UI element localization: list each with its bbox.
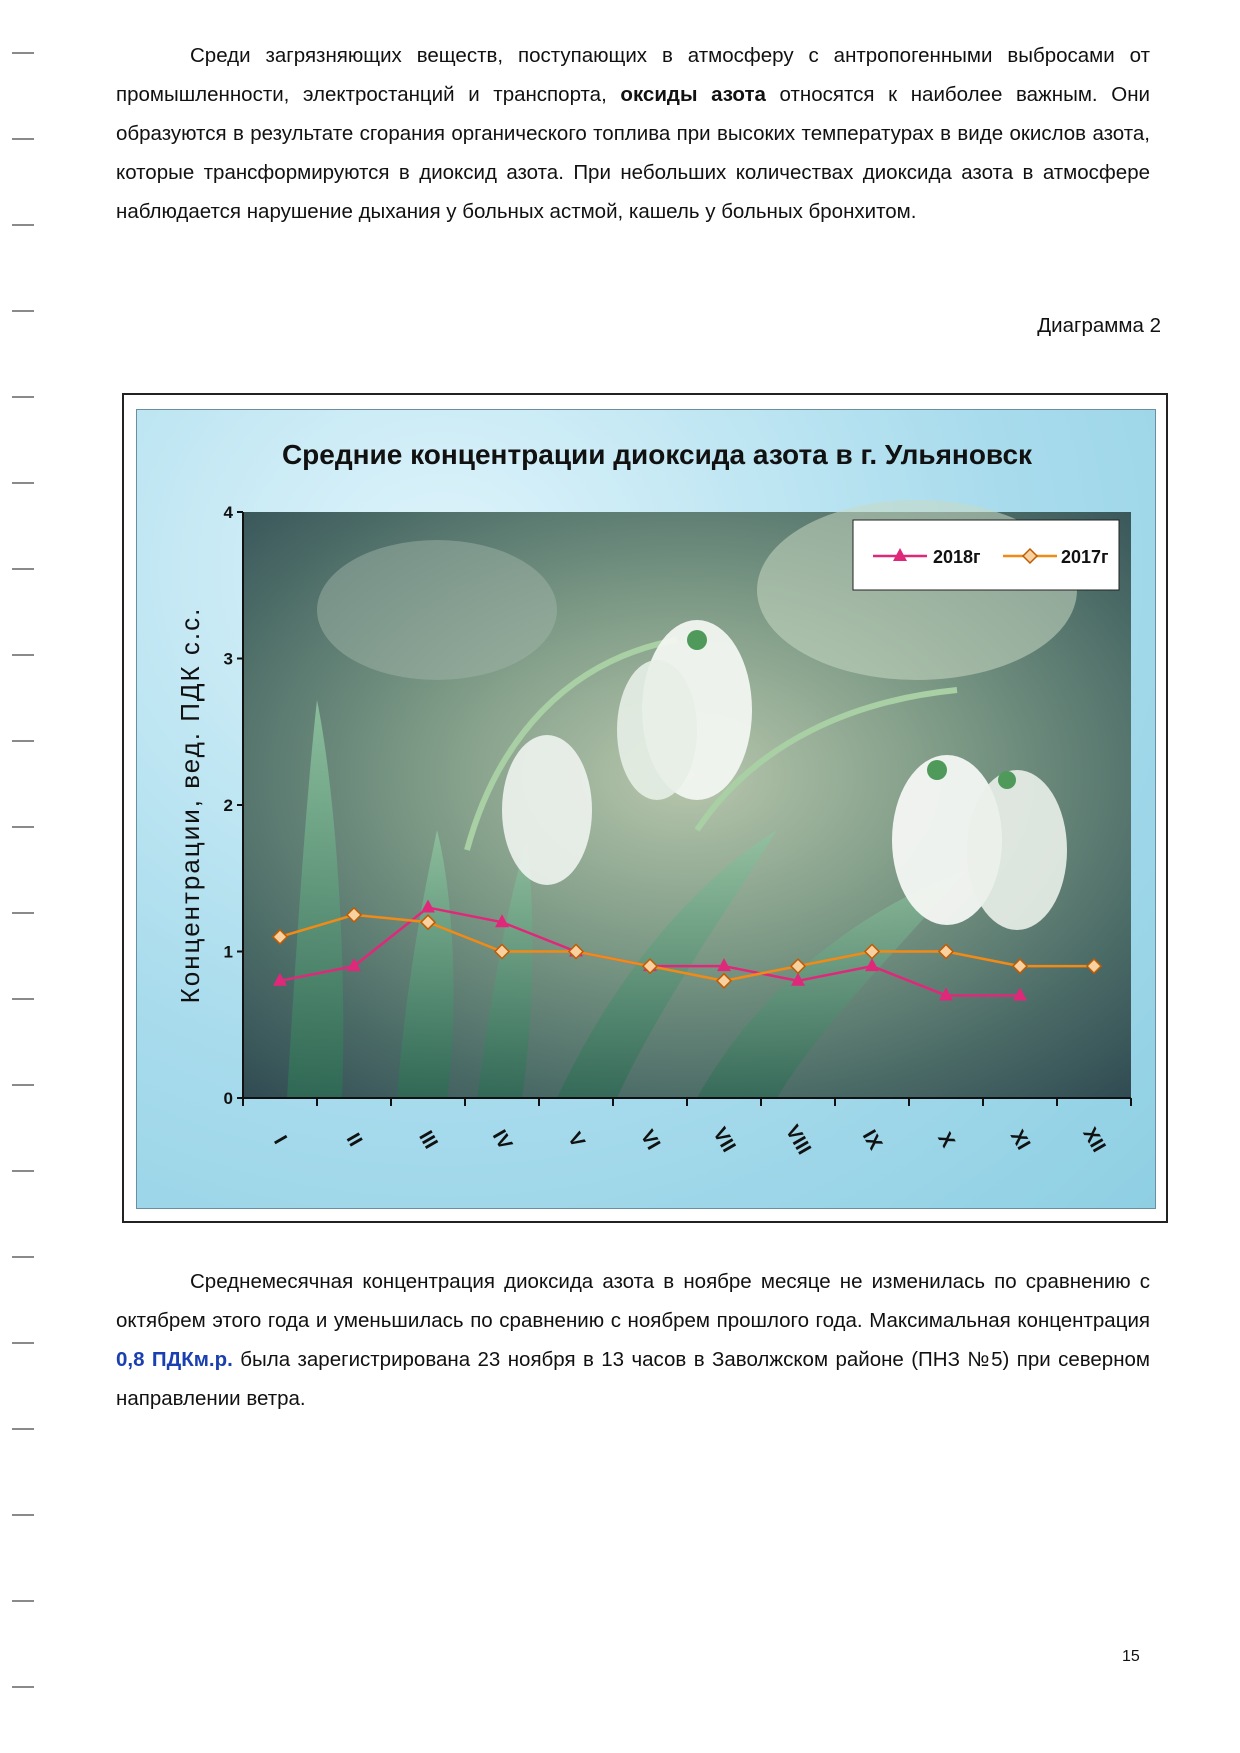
x-tick-label: II <box>341 1129 367 1151</box>
summary-text-start: Среднемесячная концентрация диоксида азота в ноябре месяце не изменилась по сравнению с октябрем этого года и уменьшилась по сравнению с ноябрем прошлого года. Максимальная концентрация <box>116 1270 1150 1332</box>
x-tick-label: VII <box>708 1123 740 1157</box>
margin-mark <box>12 1514 34 1516</box>
margin-mark <box>12 1256 34 1258</box>
x-tick-label: I <box>269 1132 291 1148</box>
intro-paragraph <box>116 36 1150 231</box>
diagram-label: Диаграмма 2 <box>1037 314 1161 337</box>
margin-mark <box>12 826 34 828</box>
margin-mark <box>12 568 34 570</box>
x-tick-label: IX <box>857 1126 887 1154</box>
chart-legend <box>853 520 1119 590</box>
margin-mark <box>12 224 34 226</box>
margin-mark <box>12 52 34 54</box>
x-tick-label: VI <box>635 1126 665 1154</box>
intro-text-start: Среди загрязняющих веществ, поступающих в атмосферу с антропогенными выбросами от промышленности, электростанций и транспорта, <box>116 44 1150 106</box>
x-tick-label: X <box>933 1128 959 1152</box>
y-tick-label: 1 <box>223 942 233 962</box>
margin-mark <box>12 912 34 914</box>
intro-bold-term: оксиды азота <box>620 83 766 106</box>
margin-mark <box>12 310 34 312</box>
y-tick-label: 0 <box>223 1089 233 1108</box>
y-tick-label: 4 <box>223 503 233 522</box>
legend-2017-label: 2017г <box>1061 547 1109 567</box>
margin-mark <box>12 1428 34 1430</box>
page-number: 15 <box>1122 1648 1140 1665</box>
margin-mark <box>12 1686 34 1688</box>
x-tick-label: XI <box>1005 1126 1035 1154</box>
x-tick-label: IV <box>487 1126 517 1154</box>
margin-mark <box>12 138 34 140</box>
margin-mark <box>12 654 34 656</box>
legend-2018-label: 2018г <box>933 547 981 567</box>
summary-text-end: была зарегистрирована 23 ноября в 13 часов в Заволжском районе (ПНЗ №5) при северном направлении ветра. <box>116 1348 1151 1410</box>
margin-mark <box>12 396 34 398</box>
chart-area <box>136 409 1156 1209</box>
chart-frame <box>122 393 1168 1223</box>
margin-mark <box>12 1170 34 1172</box>
chart-title: Средние концентрации диоксида азота в г. Ульяновск <box>281 439 1033 470</box>
y-axis-label: Концентрации, вед. ПДК с.с. <box>175 606 205 1004</box>
intro-text-end: относятся к наиболее важным. Они образуются в результате сгорания органического топлива при высоких температурах в виде окислов азота, которые трансформируются в диоксид азота. При небольших количествах диоксида азота в атмосфере наблюдается нарушение дыхания у больных астмой, кашель у больных бронхитом. <box>116 83 1150 223</box>
x-tick-label: VIII <box>780 1121 816 1159</box>
margin-mark <box>12 482 34 484</box>
y-tick-label: 3 <box>223 649 233 669</box>
margin-mark <box>12 1600 34 1602</box>
summary-paragraph <box>116 1262 1150 1418</box>
x-tick-label: III <box>414 1127 442 1153</box>
x-tick-label: V <box>563 1128 589 1152</box>
margin-mark <box>12 998 34 1000</box>
line-chart <box>137 410 1157 1210</box>
x-tick-label: XII <box>1078 1123 1110 1157</box>
margin-mark <box>12 1342 34 1344</box>
margin-mark <box>12 740 34 742</box>
margin-mark <box>12 1084 34 1086</box>
y-tick-label: 2 <box>223 796 233 815</box>
max-concentration-value: 0,8 ПДКм.р. <box>116 1348 233 1371</box>
